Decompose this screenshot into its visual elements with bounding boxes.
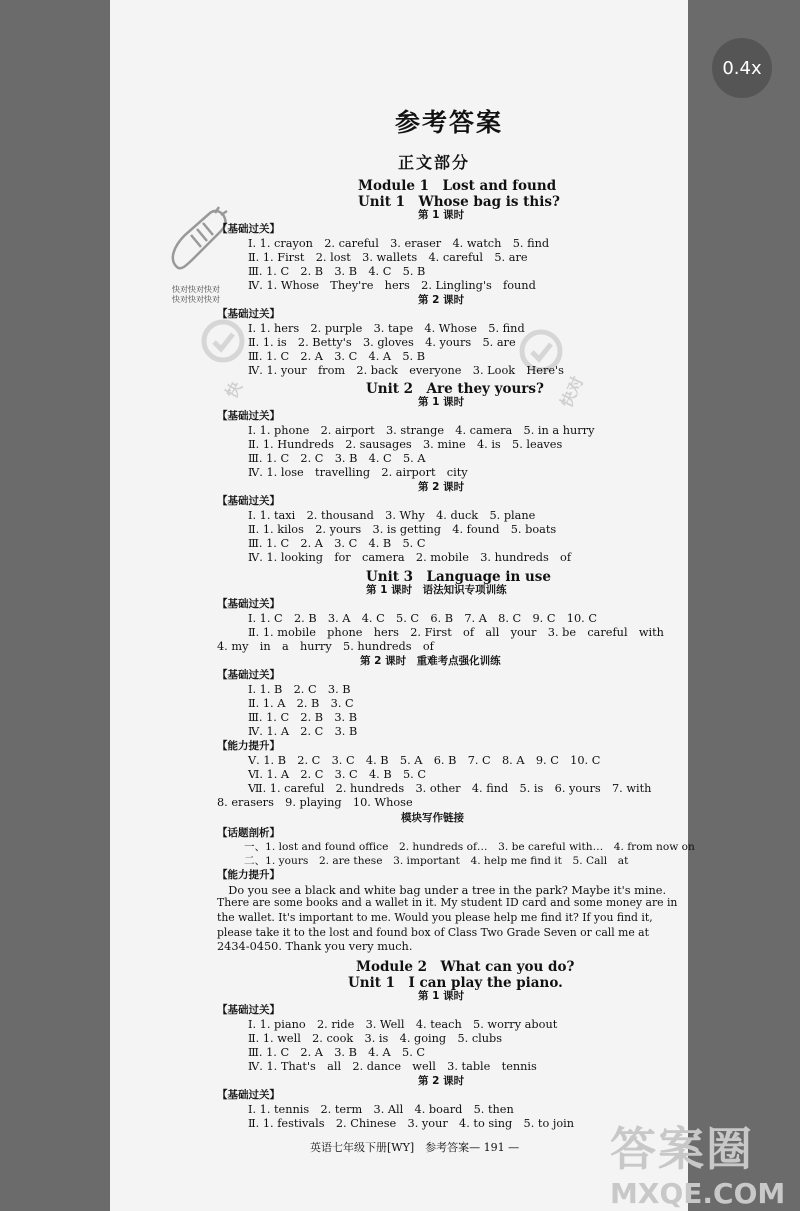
unit-heading: Unit 3 Language in use — [366, 569, 551, 585]
section-label: 【基础过关】 — [217, 1089, 280, 1101]
lesson-heading: 第 1 课时 — [418, 990, 465, 1002]
lesson-heading: 第 2 课时 — [418, 294, 465, 306]
answer-line: 4. my in a hurry 5. hundreds of — [217, 640, 434, 653]
essay-line: There are some books and a wallet in it. My student ID card and some money are in — [217, 896, 678, 909]
answer-line: Ⅶ. 1. careful 2. hundreds 3. other 4. find 5. is 6. yours 7. with — [248, 782, 652, 795]
pencil-icon — [165, 205, 235, 280]
lesson-heading: 第 1 课时 — [418, 209, 465, 221]
answer-line: Ⅲ. 1. C 2. A 3. B 4. A 5. C — [248, 1046, 426, 1059]
zoom-label: 0.4x — [722, 57, 762, 79]
watermark-text-1: 快 — [221, 378, 247, 402]
lesson-heading: 第 2 课时 — [418, 1075, 465, 1087]
answer-line: Ⅲ. 1. C 2. B 3. B — [248, 711, 358, 724]
section-subtitle: 正文部分 — [398, 153, 471, 172]
answer-line: Ⅲ. 1. C 2. B 3. B 4. C 5. B — [248, 265, 426, 278]
answer-line: 一、1. lost and found office 2. hundreds of… 3. be careful with… 4. from now on — [244, 841, 695, 853]
section-label: 【基础过关】 — [217, 1004, 280, 1016]
answer-line: Ⅳ. 1. lose travelling 2. airport city — [248, 466, 468, 479]
answer-line: 二、1. yours 2. are these 3. important 4. help me find it 5. Call at — [244, 855, 629, 867]
unit-heading: Unit 1 I can play the piano. — [348, 975, 563, 991]
section-label: 【能力提升】 — [217, 869, 280, 881]
writing-link-heading: 模块写作链接 — [401, 812, 464, 824]
answer-line: Ⅰ. 1. phone 2. airport 3. strange 4. camera 5. in a hurry — [248, 424, 595, 437]
answer-line: Ⅱ. 1. well 2. cook 3. is 4. going 5. clubs — [248, 1032, 503, 1045]
section-label: 【基础过关】 — [217, 410, 280, 422]
page-title: 参考答案 — [395, 108, 504, 137]
unit-heading: Unit 2 Are they yours? — [366, 381, 544, 397]
answer-line: Ⅱ. 1. is 2. Betty's 3. gloves 4. yours 5. are — [248, 336, 516, 349]
answer-line: Ⅵ. 1. A 2. C 3. C 4. B 5. C — [248, 768, 426, 781]
answer-line: Ⅰ. 1. B 2. C 3. B — [248, 683, 351, 696]
answer-line: Ⅳ. 1. looking for camera 2. mobile 3. hundreds of — [248, 551, 572, 564]
answer-line: Ⅲ. 1. C 2. A 3. C 4. B 5. C — [248, 537, 426, 550]
watermark-check-icon — [200, 318, 246, 364]
page-footer: 英语七年级下册[WY] 参考答案— 191 — — [310, 1141, 520, 1154]
zoom-indicator[interactable] — [712, 38, 772, 98]
answer-line: Ⅱ. 1. A 2. B 3. C — [248, 697, 354, 710]
answer-line: Ⅴ. 1. B 2. C 3. C 4. B 5. A 6. B 7. C 8. A 9. C 10. C — [248, 754, 601, 767]
answer-line: Ⅰ. 1. piano 2. ride 3. Well 4. teach 5. worry about — [248, 1018, 558, 1031]
answer-line: Ⅱ. 1. First 2. lost 3. wallets 4. careful 5. are — [248, 251, 528, 264]
lesson-heading: 第 2 课时 — [418, 481, 465, 493]
lesson-heading: 第 2 课时 重难考点强化训练 — [360, 655, 501, 667]
left-backdrop — [0, 0, 110, 1211]
side-label-1: 快对快对快对 — [172, 285, 220, 294]
answer-line: Ⅱ. 1. kilos 2. yours 3. is getting 4. found 5. boats — [248, 523, 557, 536]
section-label: 【基础过关】 — [217, 223, 280, 235]
answer-line: 8. erasers 9. playing 10. Whose — [217, 796, 413, 809]
section-label: 【基础过关】 — [217, 598, 280, 610]
section-label: 【基础过关】 — [217, 495, 280, 507]
site-watermark-title: 答案圈 — [610, 1122, 754, 1176]
answer-line: Ⅳ. 1. your from 2. back everyone 3. Look Here's — [248, 364, 564, 377]
module-heading: Module 1 Lost and found — [358, 178, 557, 194]
module-heading: Module 2 What can you do? — [356, 959, 575, 975]
section-label: 【能力提升】 — [217, 740, 280, 752]
answer-line: Ⅳ. 1. A 2. C 3. B — [248, 725, 358, 738]
section-label: 【基础过关】 — [217, 669, 280, 681]
answer-line: Ⅰ. 1. hers 2. purple 3. tape 4. Whose 5. find — [248, 322, 525, 335]
side-label-2: 快对快对快对 — [172, 295, 220, 304]
essay-line: Do you see a black and white bag under a tree in the park? Maybe it's mine. — [217, 884, 667, 897]
watermark-text-2: 快对 — [556, 373, 588, 411]
answer-line: Ⅰ. 1. crayon 2. careful 3. eraser 4. watch 5. find — [248, 237, 550, 250]
answer-line: Ⅰ. 1. tennis 2. term 3. All 4. board 5. then — [248, 1103, 514, 1116]
answer-line: Ⅳ. 1. That's all 2. dance well 3. table tennis — [248, 1060, 537, 1073]
essay-line: 2434-0450. Thank you very much. — [217, 940, 413, 953]
answer-line: Ⅰ. 1. C 2. B 3. A 4. C 5. C 6. B 7. A 8. C 9. C 10. C — [248, 612, 597, 625]
site-watermark-url: MXQE.COM — [610, 1177, 786, 1210]
essay-line: please take it to the lost and found box of Class Two Grade Seven or call me at — [217, 926, 649, 939]
essay-line: the wallet. It's important to me. Would you please help me find it? If you find it, — [217, 911, 653, 924]
answer-line: Ⅱ. 1. festivals 2. Chinese 3. your 4. to sing 5. to join — [248, 1117, 575, 1130]
answer-line: Ⅱ. 1. Hundreds 2. sausages 3. mine 4. is 5. leaves — [248, 438, 563, 451]
section-label: 【话题剖析】 — [217, 827, 280, 839]
answer-line: Ⅰ. 1. taxi 2. thousand 3. Why 4. duck 5. plane — [248, 509, 536, 522]
unit-heading: Unit 1 Whose bag is this? — [358, 194, 560, 210]
lesson-heading: 第 1 课时 语法知识专项训练 — [366, 584, 507, 596]
answer-line: Ⅳ. 1. Whose They're hers 2. Lingling's found — [248, 279, 536, 292]
section-label: 【基础过关】 — [217, 308, 280, 320]
site-watermark — [610, 1113, 785, 1210]
answer-line: Ⅲ. 1. C 2. A 3. C 4. A 5. B — [248, 350, 426, 363]
lesson-heading: 第 1 课时 — [418, 396, 465, 408]
answer-line: Ⅱ. 1. mobile phone hers 2. First of all your 3. be careful with — [248, 626, 664, 639]
answer-line: Ⅲ. 1. C 2. C 3. B 4. C 5. A — [248, 452, 426, 465]
